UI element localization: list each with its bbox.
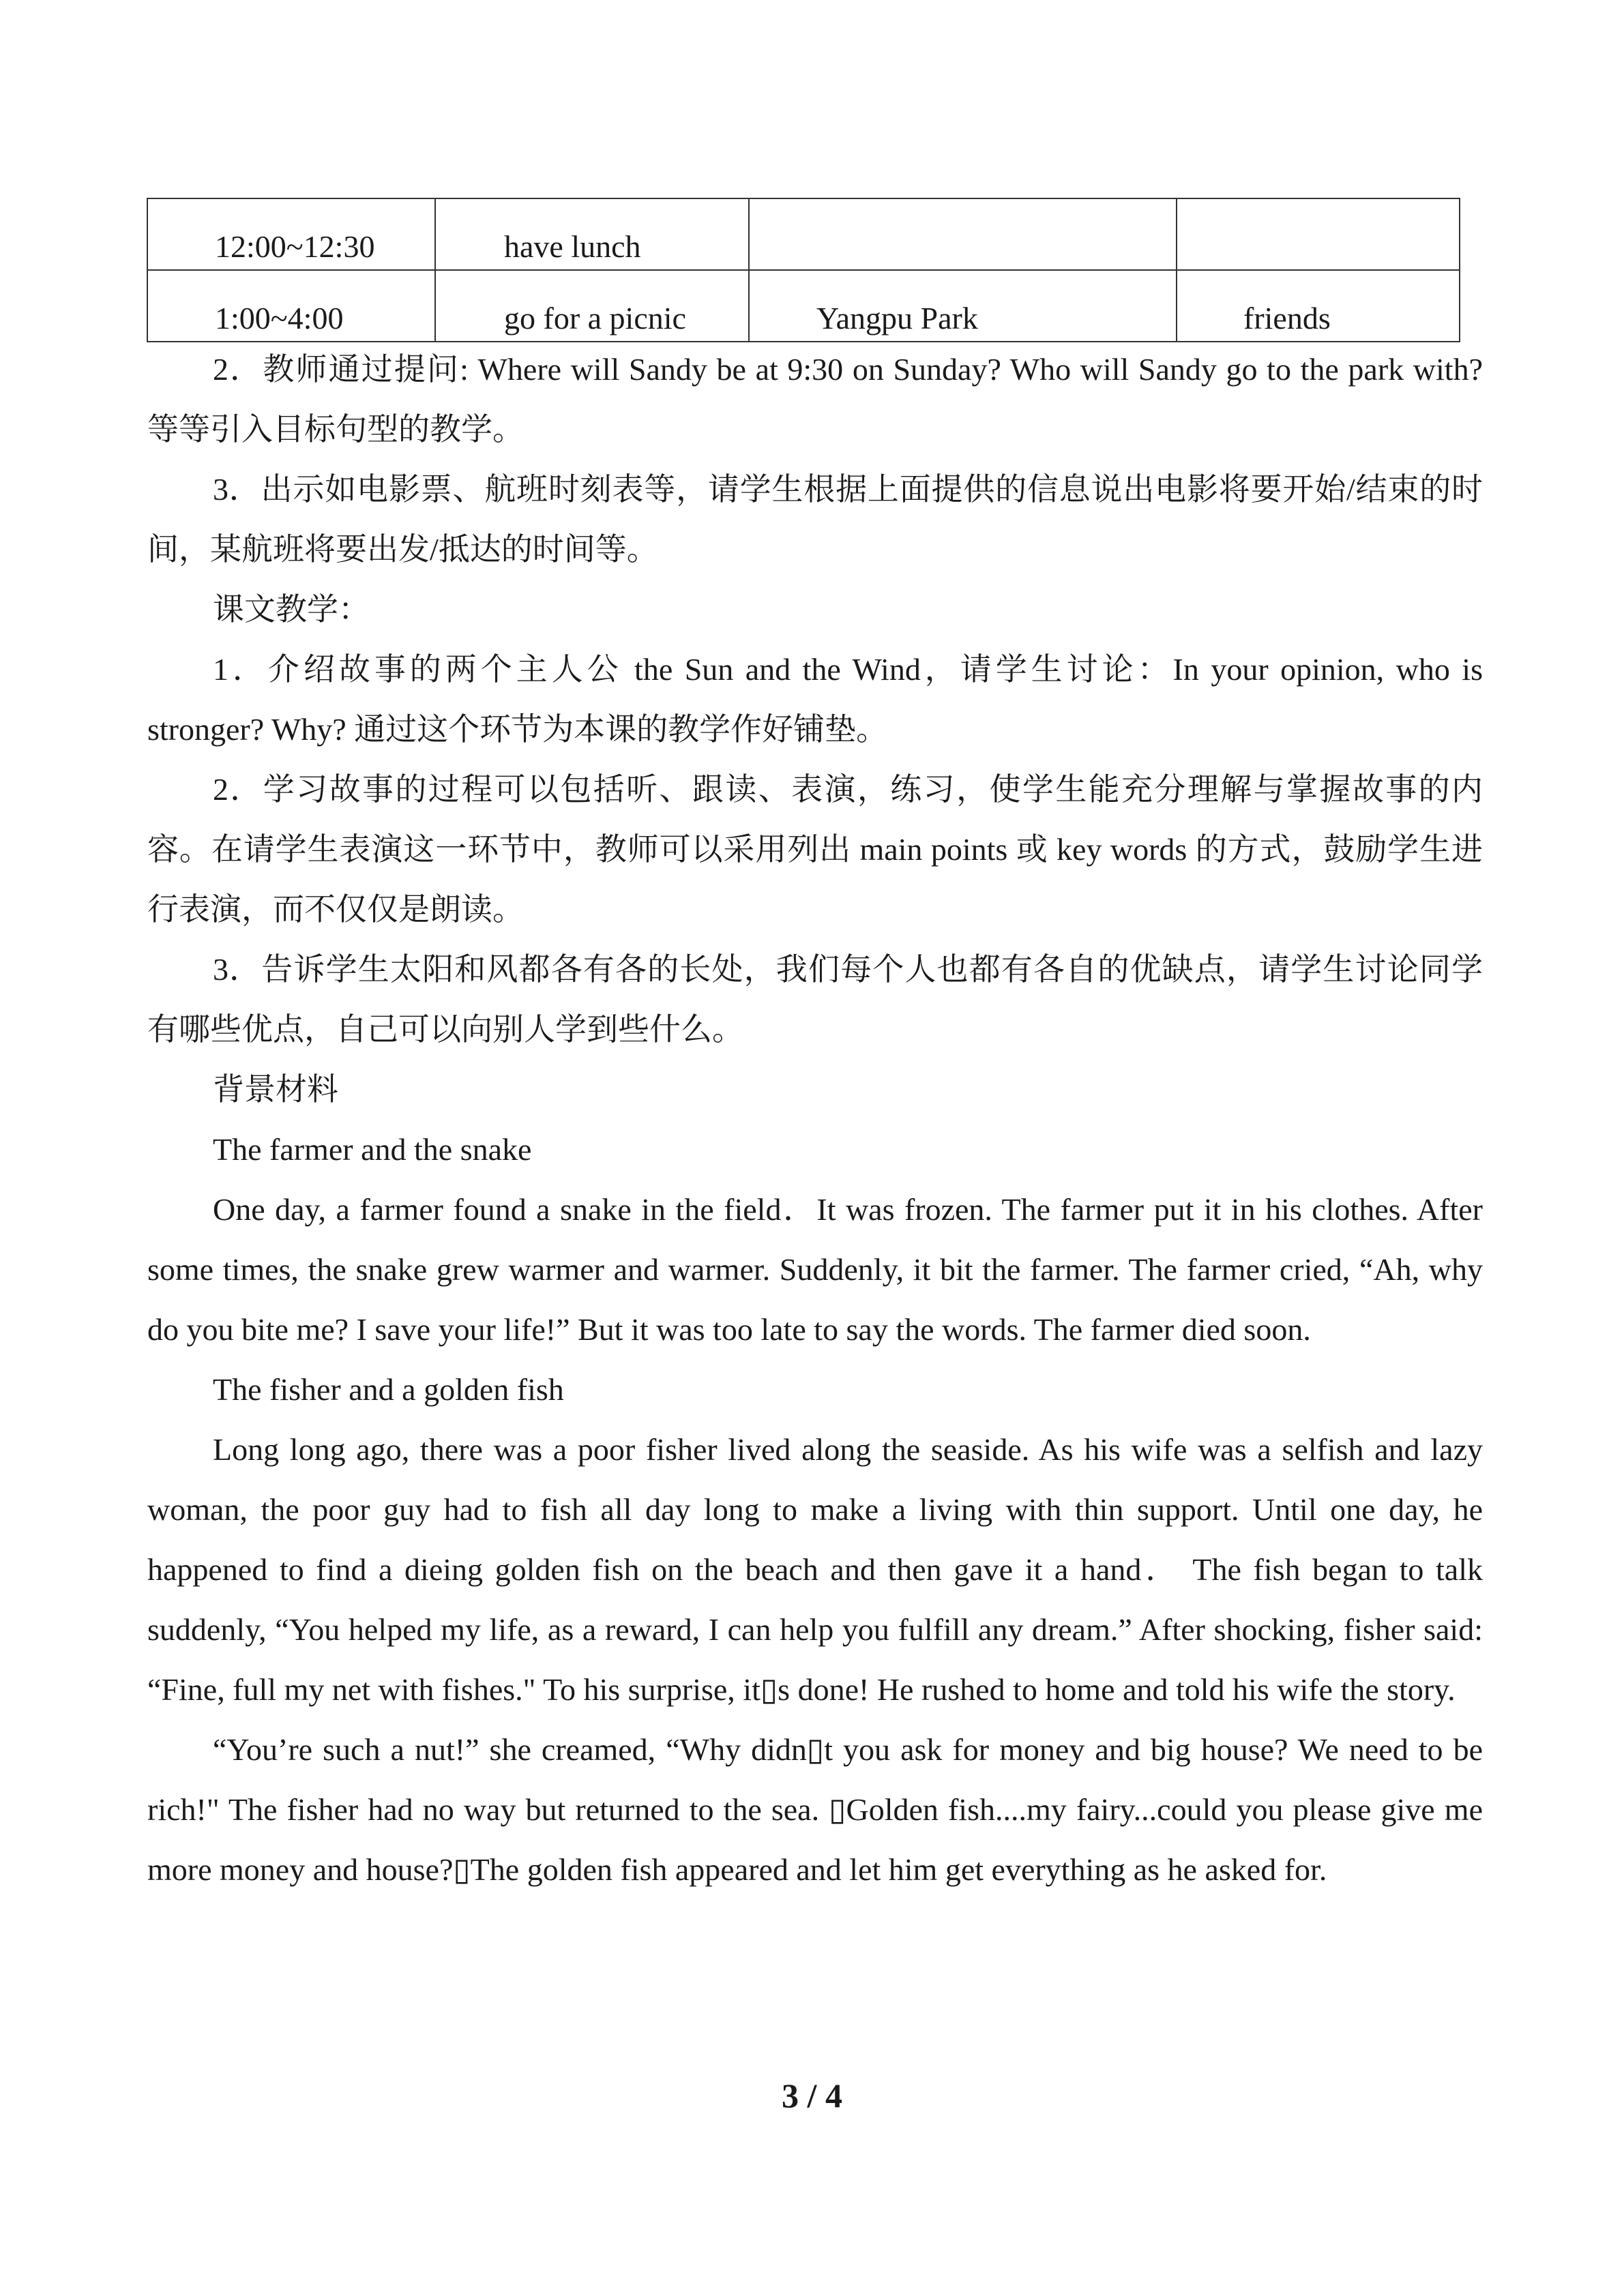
paragraph-text-step-1: 1．介绍故事的两个主人公 the Sun and the Wind，请学生讨论：In your opinion, who is stronger? Why? 通过这个环节为本课的教学作好铺垫。 — [147, 652, 1483, 747]
table-cell-place — [749, 198, 1177, 270]
paragraph-text-step-2: 2．学习故事的过程可以包括听、跟读、表演，练习，使学生能充分理解与掌握故事的内容。在请学生表演这一环节中，教师可以采用列出 main points 或 key words 的方式，鼓励学生进行表演，而不仅仅是朗读。 — [147, 772, 1483, 927]
section-heading-background: 背景材料 — [213, 1072, 338, 1107]
table-cell-activity: go for a picnic — [435, 270, 749, 342]
table-cell-place: Yangpu Park — [749, 270, 1177, 342]
table-cell-people: friends — [1177, 270, 1460, 342]
paragraph-step-3: 3．出示如电影票、航班时刻表等，请学生根据上面提供的信息说出电影将要开始/结束的时间，某航班将要出发/抵达的时间等。 — [147, 472, 1483, 567]
paragraph-text-step-3: 3．告诉学生太阳和风都各有各的长处，我们每个人也都有各自的优缺点，请学生讨论同学有哪些优点，自己可以向别人学到些什么。 — [147, 952, 1483, 1047]
section-heading-text-teaching: 课文教学： — [213, 592, 370, 627]
story-body-fisher-2: “You’re such a nut!” she creamed, “Why didn▯t you ask for money and big house? We need to be rich!" The fisher had no way but returned to the sea. ▯Golden fish....my fairy...could you please give me more money and house?▯The golden fish appeared and let him get everything as he asked for. — [147, 1732, 1483, 1887]
story-body-fisher-1: Long long ago, there was a poor fisher lived along the seaside. As his wife was a selfish and lazy woman, the poor guy had to fish all day long to make a living with thin support. Until one day, he happened to find a dieing golden fish on the beach and then gave it a hand． The fish began to talk suddenly, “You helped my life, as a reward, I can help you fulfill any dream.” After shocking, fisher said: “Fine, full my net with fishes." To his surprise, it▯s done! He rushed to home and told his wife the story. — [147, 1432, 1483, 1707]
table-row — [147, 198, 1460, 270]
table-cell-time: 12:00~12:30 — [147, 198, 435, 270]
story-body-farmer: One day, a farmer found a snake in the field．It was frozen. The farmer put it in his clothes. After some times, the snake grew warmer and warmer. Suddenly, it bit the farmer. The farmer cried, “Ah, why do you bite me? I save your life!” But it was too late to say the words. The farmer died soon. — [147, 1192, 1483, 1347]
table-cell-people — [1177, 198, 1460, 270]
paragraph-step-2: 2．教师通过提问: Where will Sandy be at 9:30 on Sunday? Who will Sandy go to the park with? 等等引入目标句型的教学。 — [147, 352, 1483, 447]
table-row — [147, 270, 1460, 342]
page-number: 3 / 4 — [782, 2076, 842, 2115]
schedule-table — [147, 198, 1460, 342]
story-title-fisher: The fisher and a golden fish — [213, 1372, 564, 1407]
table-cell-time: 1:00~4:00 — [147, 270, 435, 342]
body-text — [147, 340, 1483, 1900]
table-cell-activity: have lunch — [435, 198, 749, 270]
story-title-farmer: The farmer and the snake — [213, 1132, 532, 1167]
